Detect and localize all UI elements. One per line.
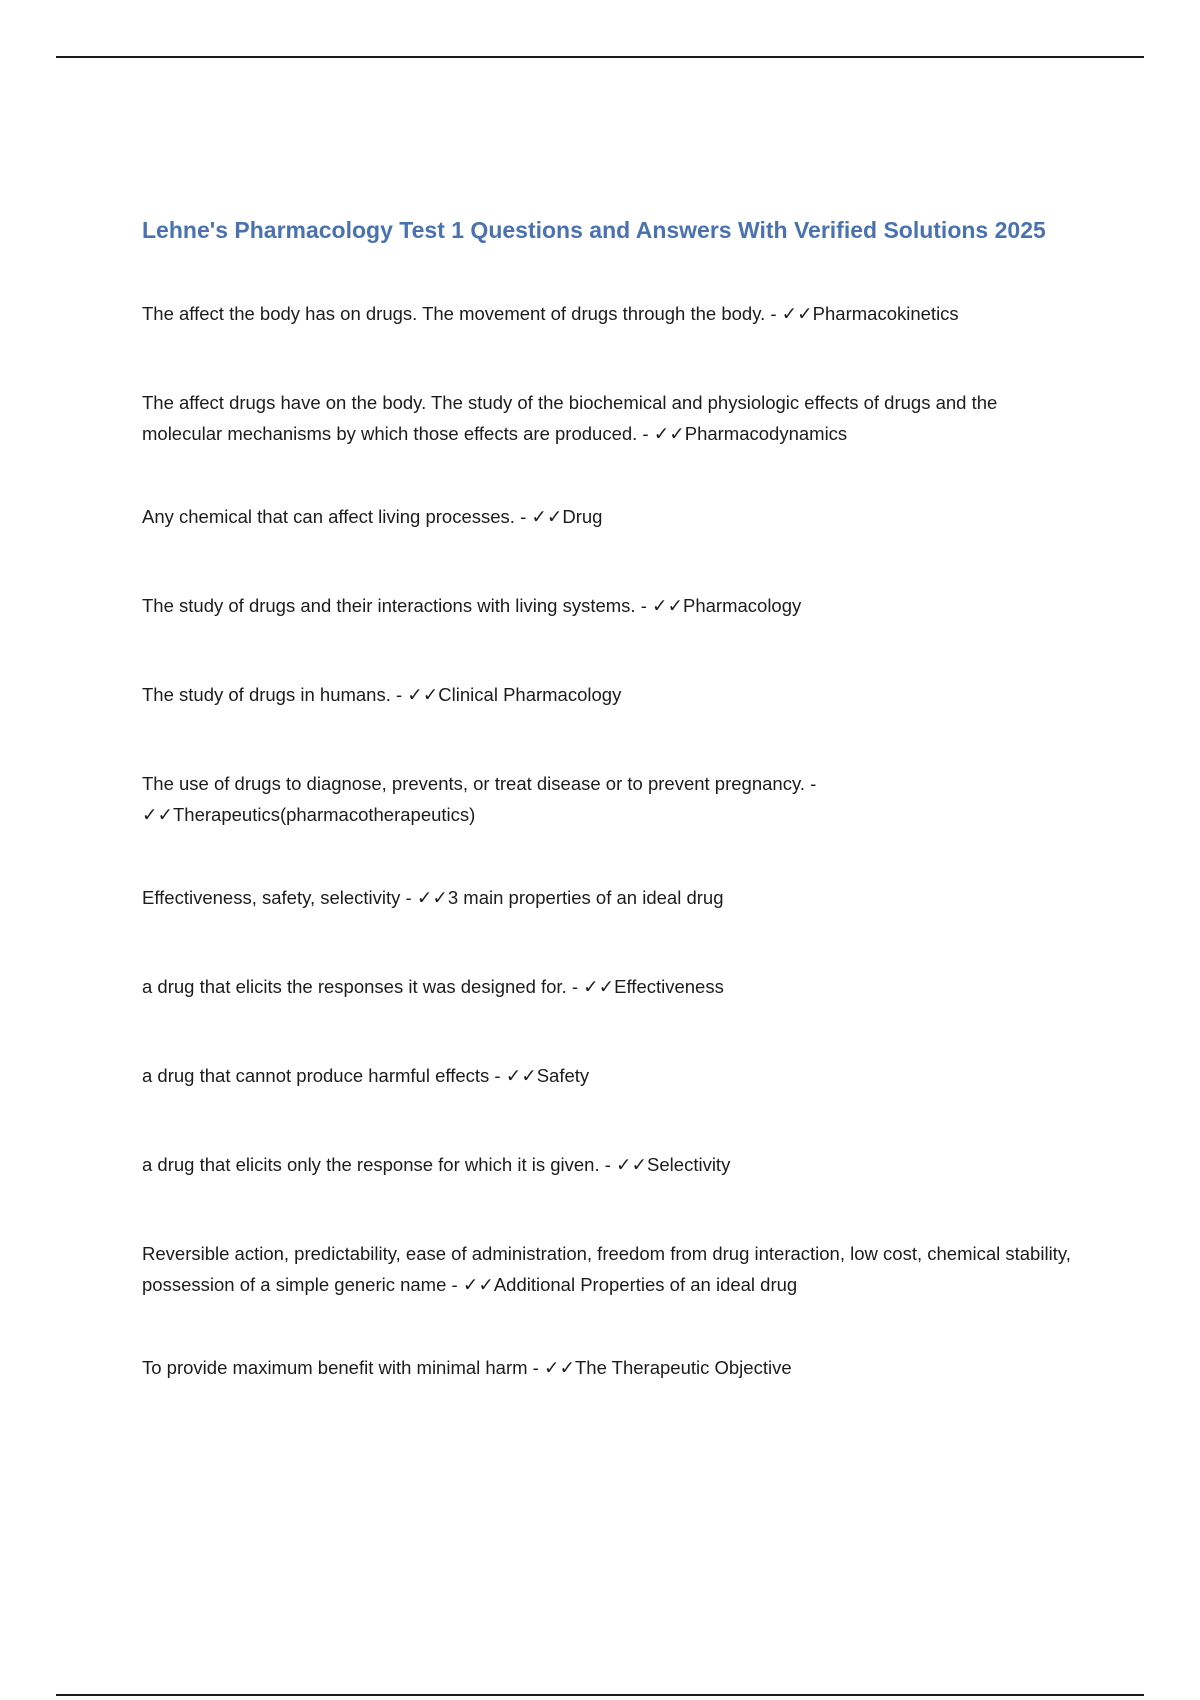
qa-item-effectiveness: a drug that elicits the responses it was designed for. - ✓✓Effectiveness	[142, 976, 724, 997]
bottom-rule	[56, 1694, 1144, 1696]
qa-item-safety: a drug that cannot produce harmful effects - ✓✓Safety	[142, 1065, 590, 1086]
qa-item-therapeutics: The use of drugs to diagnose, prevents, or treat disease or to prevent pregnancy. - ✓✓Therapeutics(pharmacotherapeutics)	[142, 773, 817, 825]
qa-item-pharmacokinetics: The affect the body has on drugs. The movement of drugs through the body. - ✓✓Pharmacokinetics	[142, 303, 959, 324]
document-body	[142, 212, 1072, 1383]
document-title: Lehne's Pharmacology Test 1 Questions and Answers With Verified Solutions 2025	[142, 217, 1046, 243]
qa-item-additional-properties: Reversible action, predictability, ease of administration, freedom from drug interaction, low cost, chemical stability, possession of a simple generic name - ✓✓Additional Properties of an ideal drug	[142, 1243, 1071, 1295]
qa-item-clinical-pharmacology: The study of drugs in humans. - ✓✓Clinical Pharmacology	[142, 684, 622, 705]
qa-item-therapeutic-objective: To provide maximum benefit with minimal harm - ✓✓The Therapeutic Objective	[142, 1357, 792, 1378]
qa-item-selectivity: a drug that elicits only the response for which it is given. - ✓✓Selectivity	[142, 1154, 731, 1175]
top-rule	[56, 56, 1144, 58]
qa-item-pharmacology: The study of drugs and their interactions with living systems. - ✓✓Pharmacology	[142, 595, 802, 616]
qa-item-drug: Any chemical that can affect living processes. - ✓✓Drug	[142, 506, 603, 527]
qa-item-pharmacodynamics: The affect drugs have on the body. The study of the biochemical and physiologic effects of drugs and the molecular mechanisms by which those effects are produced. - ✓✓Pharmacodynamics	[142, 392, 998, 444]
qa-item-ideal-drug-properties: Effectiveness, safety, selectivity - ✓✓3 main properties of an ideal drug	[142, 887, 724, 908]
qa-list	[142, 298, 1072, 1383]
